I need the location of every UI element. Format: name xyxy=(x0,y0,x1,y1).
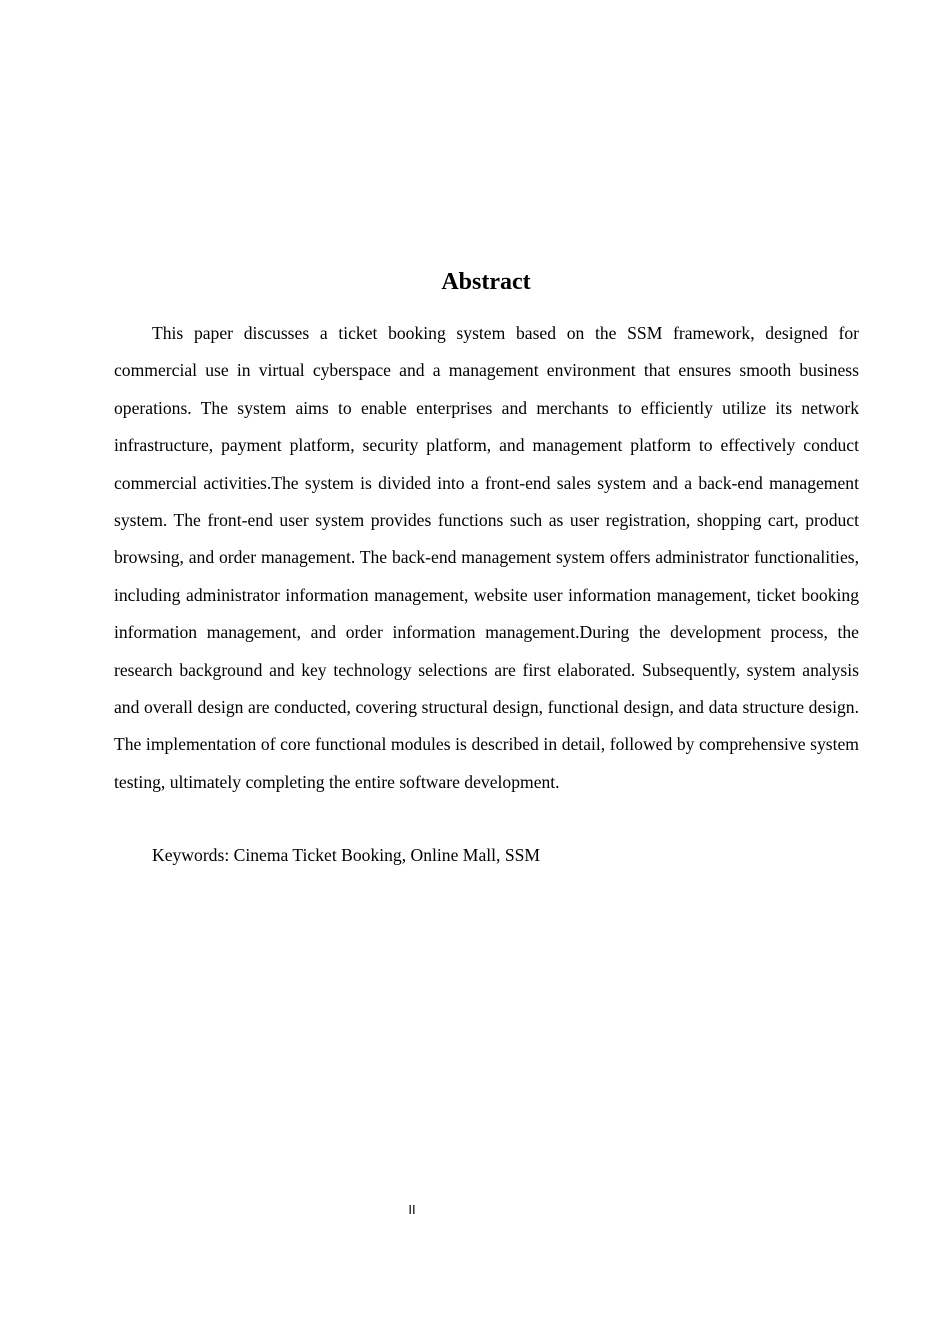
abstract-title: Abstract xyxy=(441,269,531,295)
keywords: Keywords: Cinema Ticket Booking, Online Mall, SSM xyxy=(152,845,541,865)
abstract-body: This paper discusses a ticket booking system based on the SSM framework, designed for commercial use in virtual cyberspace and a management environment that ensures smooth business operations. The system aims to enable enterprises and merchants to efficiently utilize its network infrastructure, payment platform, security platform, and management platform to effectively conduct commercial activities.The system is divided into a front-end sales system and a back-end management system. The front-end user system provides functions such as user registration, shopping cart, product browsing, and order management. The back-end management system offers administrator functionalities, including administrator information management, website user information management, ticket booking information management, and order information management.During the development process, the research background and key technology selections are first elaborated. Subsequently, system analysis and overall design are conducted, covering structural design, functional design, and data structure design. The implementation of core functional modules is described in detail, followed by comprehensive system testing, ultimately completing the entire software development. xyxy=(114,323,859,792)
page-number: II xyxy=(408,1202,416,1217)
